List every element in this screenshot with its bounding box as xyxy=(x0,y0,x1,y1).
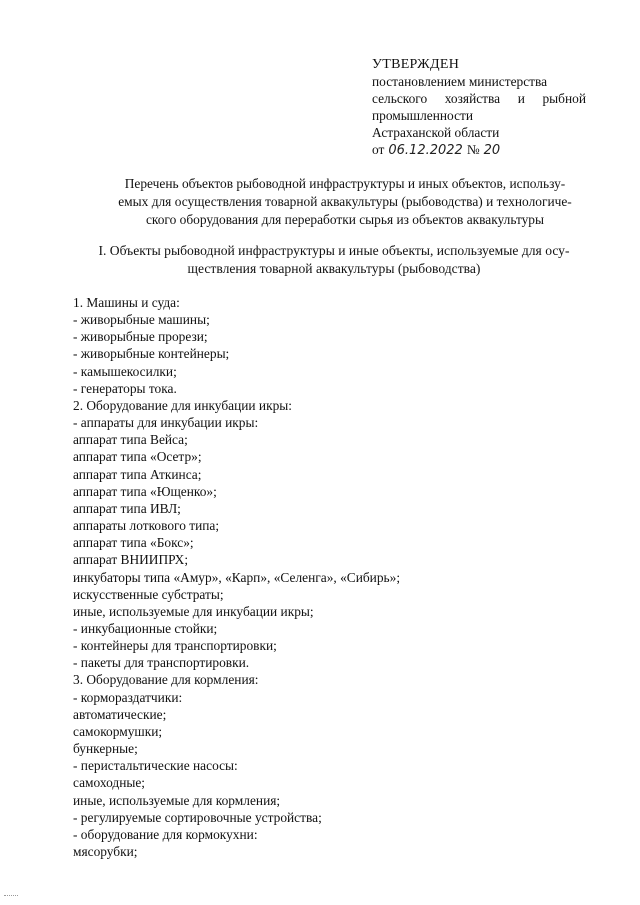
list-item: - кормораздатчики: xyxy=(73,689,183,705)
approval-block xyxy=(372,56,586,159)
heading-line-2: емых для осуществления товарной аквакультуры (рыбоводства) и технологиче- xyxy=(118,194,572,209)
list-item: 3. Оборудование для кормления: xyxy=(73,672,259,688)
list-item: аппарат типа «Осетр»; xyxy=(73,449,202,465)
item-list xyxy=(73,294,593,860)
scan-mark xyxy=(4,895,18,897)
date-prefix: от xyxy=(372,142,385,157)
approval-title: УТВЕРЖДЕН xyxy=(372,57,460,72)
list-item: - аппараты для инкубации икры: xyxy=(73,415,259,431)
list-item: - живорыбные прорези; xyxy=(73,329,208,345)
approval-line-2: сельского хозяйства и рыбной xyxy=(372,91,586,106)
list-item: самоходные; xyxy=(73,775,146,791)
number-label: № xyxy=(466,142,480,157)
list-item: аппарат типа Вейса; xyxy=(73,432,188,448)
list-item: иные, используемые для инкубации икры; xyxy=(73,603,314,619)
heading-line-3: ского оборудования для переработки сырья из объектов аквакультуры xyxy=(145,212,545,227)
list-item: - генераторы тока. xyxy=(73,380,177,396)
approval-line-3: промышленности xyxy=(372,108,474,123)
list-item: - регулируемые сортировочные устройства; xyxy=(73,809,322,825)
list-item: аппарат типа Аткинса; xyxy=(73,466,202,482)
list-item: - контейнеры для транспортировки; xyxy=(73,638,277,654)
list-item: аппарат типа «Бокс»; xyxy=(73,535,194,551)
section-title xyxy=(76,242,592,278)
list-item: аппараты лоткового типа; xyxy=(73,518,220,534)
list-item: искусственные субстраты; xyxy=(73,586,224,602)
list-item: бункерные; xyxy=(73,741,138,757)
approval-date-row xyxy=(372,141,586,159)
handwritten-date: 06.12.2022 xyxy=(388,143,463,158)
heading-line-1: Перечень объектов рыбоводной инфраструктуры и иных объектов, использу- xyxy=(124,176,566,191)
section-title-line-2: ществления товарной аквакультуры (рыбоводства) xyxy=(187,261,481,276)
section-title-line-1: I. Объекты рыбоводной инфраструктуры и иные объекты, используемые для осу- xyxy=(98,243,570,258)
list-item: аппарат ВНИИПРХ; xyxy=(73,552,189,568)
list-item: самокормушки; xyxy=(73,723,163,739)
list-item: 1. Машины и суда: xyxy=(73,295,180,310)
list-item: инкубаторы типа «Амур», «Карп», «Селенга», «Сибирь»; xyxy=(73,569,401,585)
list-item: автоматические; xyxy=(73,706,167,722)
list-item: иные, используемые для кормления; xyxy=(73,792,281,808)
list-item: - живорыбные контейнеры; xyxy=(73,346,230,362)
list-item: аппарат типа ИВЛ; xyxy=(73,500,181,516)
list-item: - живорыбные машины; xyxy=(73,312,210,328)
list-item: - инкубационные стойки; xyxy=(73,620,218,636)
list-item: - оборудование для кормокухни: xyxy=(73,826,258,842)
approval-line-1: постановлением министерства xyxy=(372,74,548,89)
list-item: - камышекосилки; xyxy=(73,363,177,379)
list-item: 2. Оборудование для инкубации икры: xyxy=(73,397,293,413)
approval-line-4: Астраханской области xyxy=(372,125,500,140)
list-item: аппарат типа «Ющенко»; xyxy=(73,483,217,499)
handwritten-number: 20 xyxy=(483,143,501,158)
document-heading xyxy=(100,175,590,229)
list-item: мясорубки; xyxy=(73,844,138,859)
list-item: - перистальтические насосы: xyxy=(73,758,238,774)
list-item: - пакеты для транспортировки. xyxy=(73,655,250,671)
